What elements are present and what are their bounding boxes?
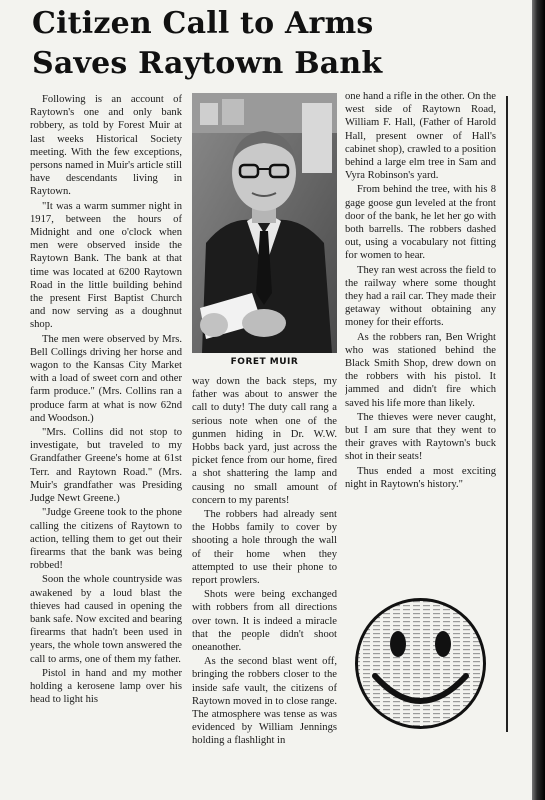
paragraph: way down the back steps, my father was about to answer the call to duty! The duty call rang a serious note when one of the gunmen hiding in Dr. W.W. Hobbs back yard, just across the picket fence from our home, fired a shot shattering the lamp and causing no small amount of concern to my parents! xyxy=(192,376,337,506)
paragraph: Thus ended a most exciting night in Raytown's history." xyxy=(345,465,496,490)
headline-line-2: Saves Raytown Bank xyxy=(32,46,383,81)
column-divider xyxy=(506,96,508,732)
article-column-2 xyxy=(192,375,337,795)
paragraph: one hand a rifle in the other. On the west side of Raytown Road, William F. Hall, (Father of Harold Hall, present owner of Hall's cabinet shop), crawled to a position behind a large elm tree in Sam and Vyra Robinson's yard. xyxy=(345,91,496,182)
headline xyxy=(32,4,512,84)
article-column-3 xyxy=(345,90,496,590)
headline-line-1: Citizen Call to Arms xyxy=(32,6,374,41)
page-edge-shadow xyxy=(532,0,545,800)
paragraph: From behind the tree, with his 8 gage goose gun leveled at the front door of the bank, he let her go with both barrells. The robbers dashed out, using a vocabulary not fitting for women to hear. xyxy=(345,184,496,262)
paragraph: Soon the whole countryside was awakened by a loud blast the thieves had caused in opening the bank safe. Now excited and bearing firearms that hadn't been used in years, the whole town answered the call to arms, one of them my father. xyxy=(30,574,182,665)
paragraph: The robbers had already sent the Hobbs family to cover by shooting a hole through the wall of their home when they attempted to use their phone to report prowlers. xyxy=(192,509,337,587)
paragraph: The thieves were never caught, but I am sure that they went to their graves with Raytown's buck shot in their seats! xyxy=(345,411,496,463)
article-column-1 xyxy=(30,93,182,798)
paragraph: Shots were being exchanged with robbers from all directions over town. It is indeed a miracle that the people didn't shoot oneanother. xyxy=(192,589,337,654)
smiley-face-graphic xyxy=(353,596,488,731)
paragraph: The men were observed by Mrs. Bell Collings driving her horse and wagon to the Kansas City Market with a load of sweet corn and other farm produce." (Mrs. Collins ran a produce farm at what is now 62nd and Woodson.) xyxy=(30,333,182,424)
photo-caption: FORET MUIR xyxy=(230,357,299,367)
paragraph: "Judge Greene took to the phone calling the citizens of Raytown to action, telling them to get out their firearms that the bank was being robbed! xyxy=(30,507,182,572)
paragraph: They ran west across the field to the railway where some thought they had a rail car. They made their getaway without obtaining any money for their efforts. xyxy=(345,264,496,329)
portrait-image xyxy=(192,93,337,353)
portrait-photo xyxy=(192,93,337,353)
paragraph: Following is an account of Raytown's one and only bank robbery, as told by Forest Muir at last weeks Historical Society meeting. With the few exceptions, persons named in Muir's article still have descendants living in Raytown. xyxy=(30,94,182,198)
paragraph: As the second blast went off, bringing the robbers closer to the inside safe vault, the citizens of Raytown moved in to close range. The atmosphere was tense as was evidenced by William Jennings holding a flashlight in xyxy=(192,656,337,747)
paragraph: "It was a warm summer night in 1917, between the hours of Midnight and one o'clock when men were observed inside the Raytown Bank. The bank at that time was located at 6200 Raytown Road in the little building behind the present First Baptist Church and now serving as a doughnut shop. xyxy=(30,200,182,331)
paragraph: "Mrs. Collins did not stop to investigate, but traveled to my Grandfather Greene's home at 61st Terr. and Raytown Road." (Mrs. Muir's grandfather was Presiding Judge Newt Greene.) xyxy=(30,427,182,505)
paragraph: As the robbers ran, Ben Wright who was stationed behind the Black Smith Shop, drew down on the robbers with his pistol. It jammed and didn't fire which saved his life more than likely. xyxy=(345,331,496,409)
smiley-icon xyxy=(353,596,488,731)
paragraph: Pistol in hand and my mother holding a kerosene lamp over his head to light his xyxy=(30,667,182,706)
